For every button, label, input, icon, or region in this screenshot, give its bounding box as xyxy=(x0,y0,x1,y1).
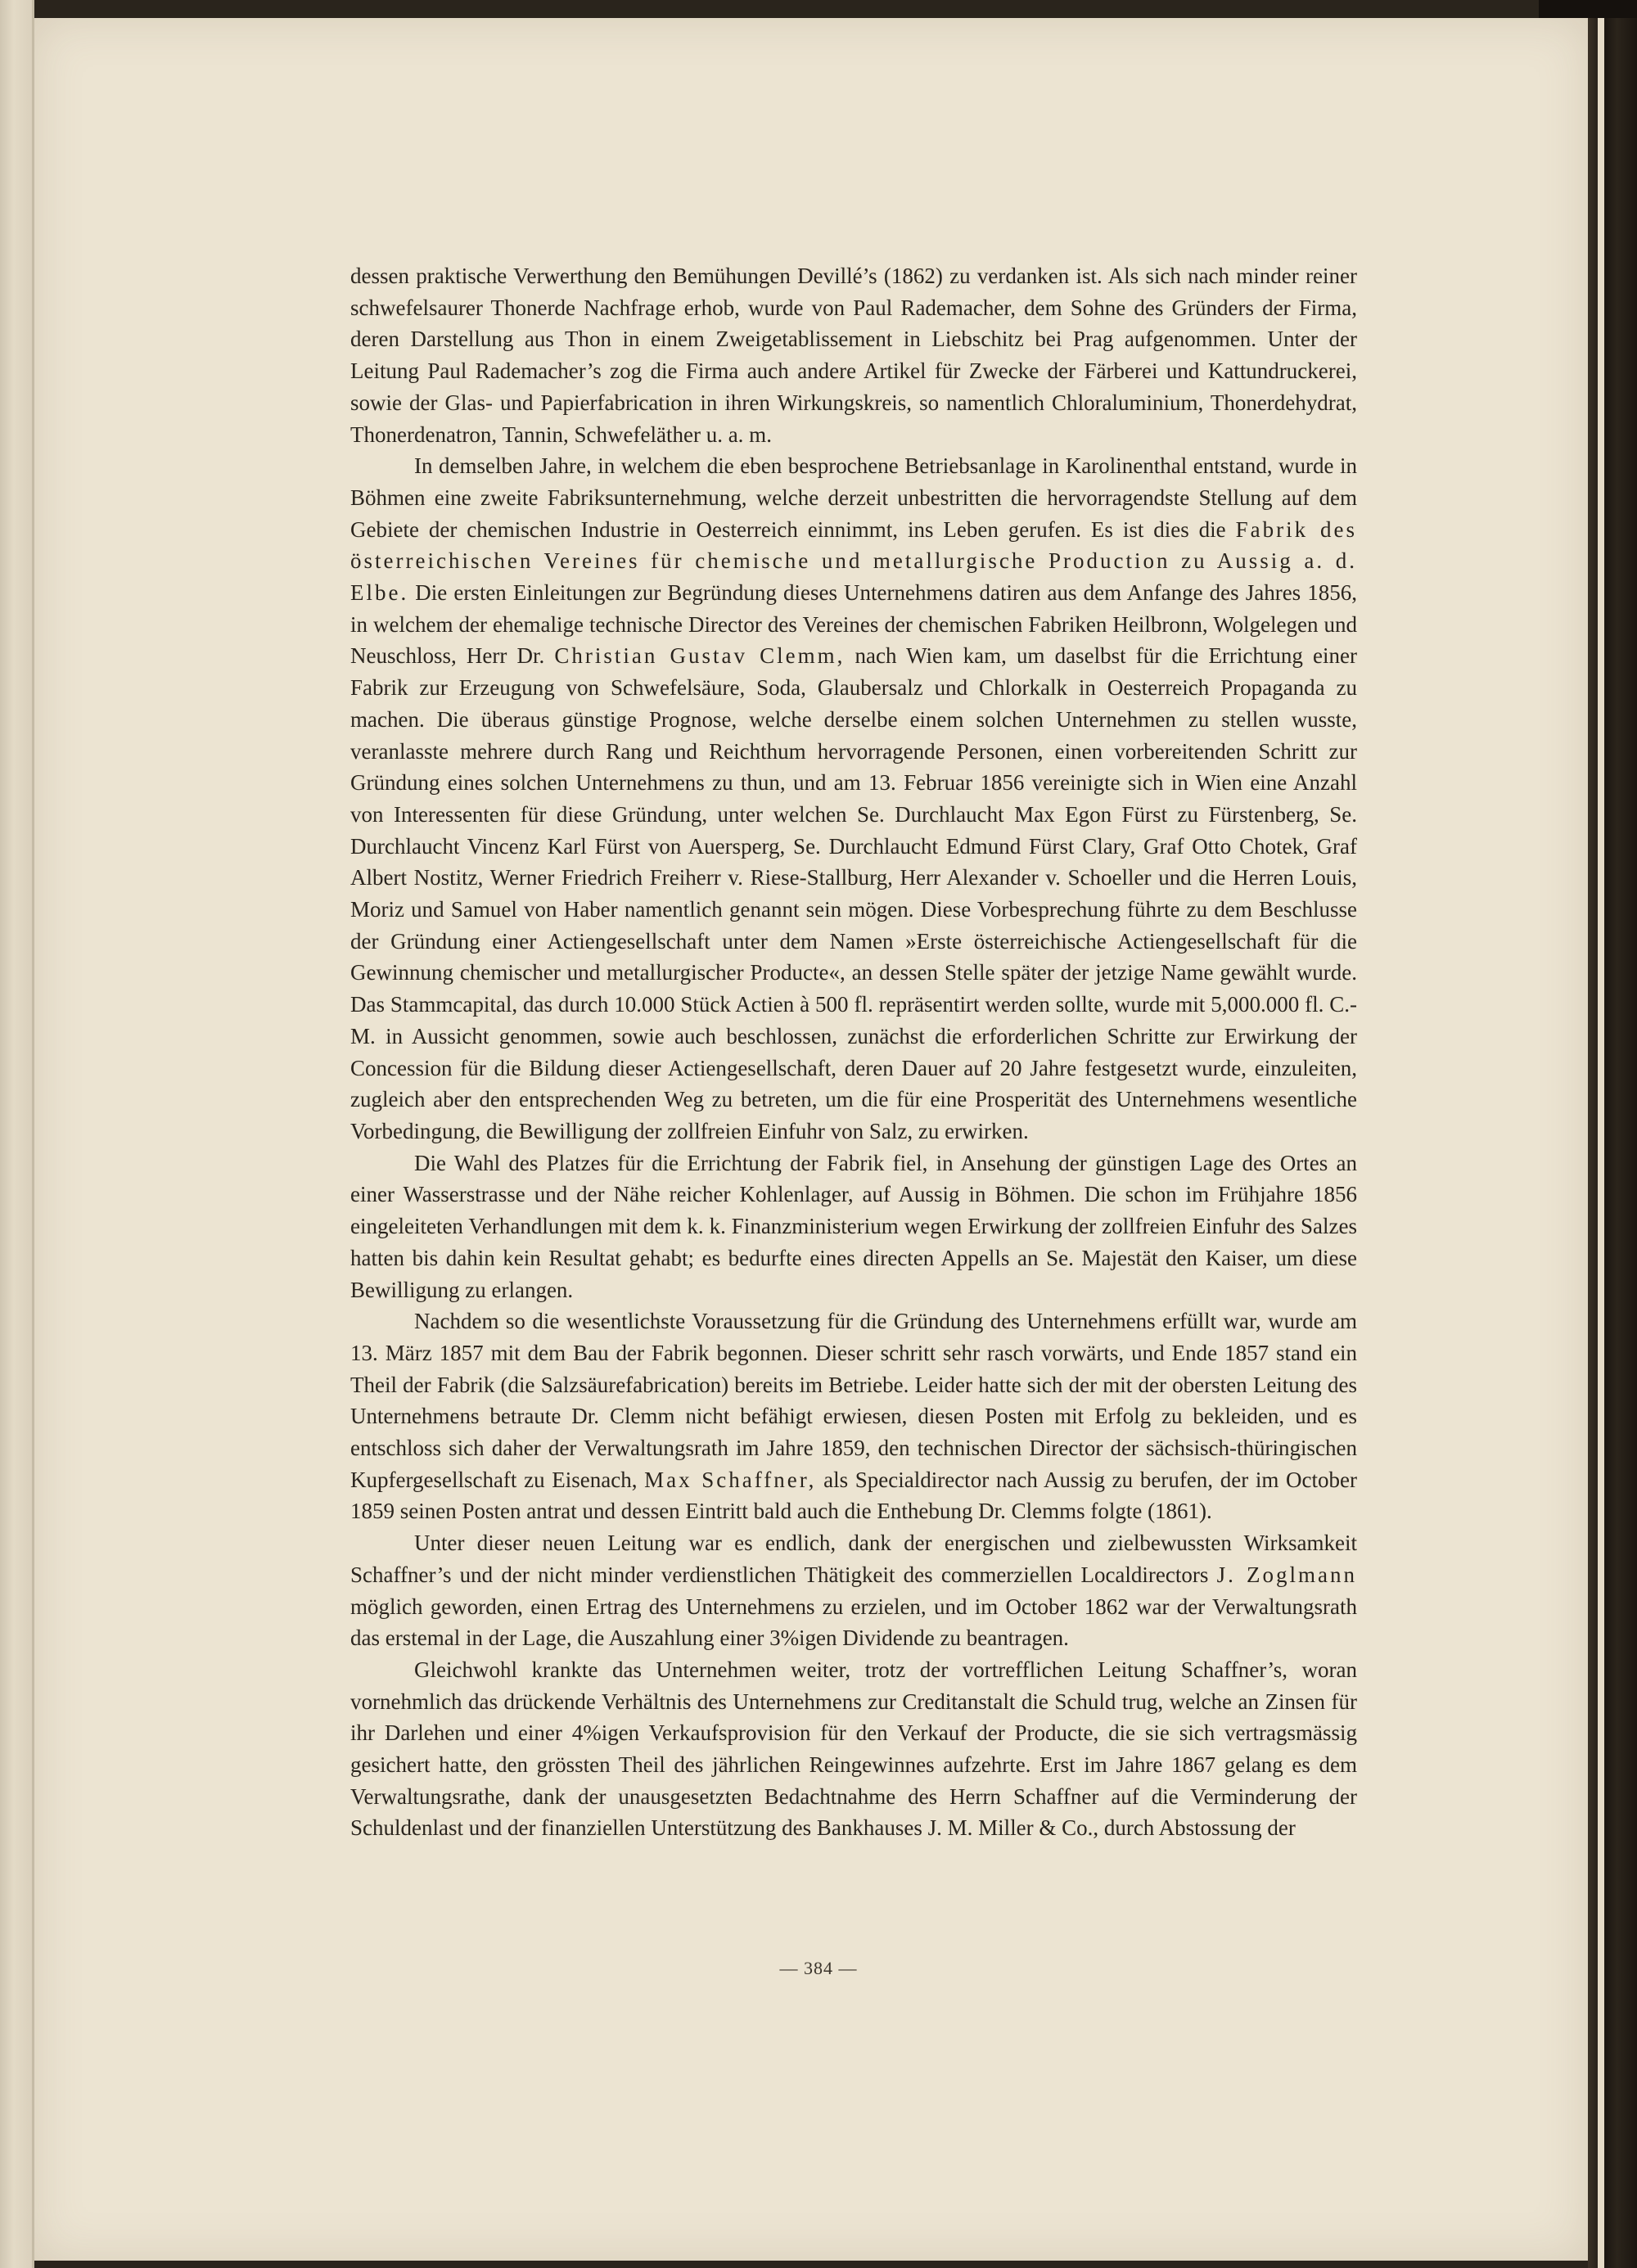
emphasized-text: Fabrik des österreichischen Vereines für chemische und metallurgische Production zu Aussig a. d. Elbe. xyxy=(350,516,1357,606)
paragraph-text: In demselben Jahre, in welchem die eben besprochene Betriebsanlage in Karolinenthal entstand, wurde in Böhmen eine zweite Fabriksunternehmung, welche derzeit unbestritten die hervorragendste Stellung auf dem Gebiete der chemischen Industrie in Oesterreich einnimmt, ins Leben gerufen. Es ist dies die xyxy=(350,453,1357,542)
paragraph-text: Gleichwohl krankte das Unternehmen weiter, trotz der vortrefflichen Leitung Schaffner’s, woran vornehmlich das drückende Verhältnis des Unternehmens zur Creditanstalt die Schuld trug, welche an Zinsen für ihr Darlehen und einer 4%igen Verkaufsprovision für den Verkauf der Producte, die sie sich vertragsmässig gesichert hatte, den grössten Theil des jährlichen Reingewinnes aufzehrte. Erst im Jahre 1867 gelang es dem Verwaltungsrathe, dank der unausgesetzten Bedachtnahme des Herrn Schaffner auf die Verminderung der Schuldenlast und der finanziellen Unterstützung des Bankhauses J. M. Miller & Co., durch Abstossung der xyxy=(350,1657,1357,1841)
paragraph xyxy=(350,1148,1357,1306)
paragraph xyxy=(350,450,1357,1147)
page-number: — 384 — xyxy=(779,1958,858,1978)
scan-top-shadow xyxy=(1539,0,1637,18)
body-text xyxy=(350,260,1357,1844)
paragraph xyxy=(350,260,1357,450)
next-page-edge xyxy=(1598,0,1604,2268)
paragraph-text: Die Wahl des Platzes für die Errichtung der Fabrik fiel, in Ansehung der günstigen Lage des Ortes an einer Wasserstrasse und der Nähe reicher Kohlenlager, auf Aussig in Böhmen. Die schon im Frühjahre 1856 eingeleiteten Verhandlungen mit dem k. k. Finanzministerium wegen Erwirkung der zollfreien Einfuhr des Salzes hatten bis dahin kein Resultat gehabt; es bedurfte eines directen Appells an Se. Majestät den Kaiser, um diese Bewilligung zu erlangen. xyxy=(350,1150,1357,1302)
paragraph-text: Nachdem so die wesentlichste Voraussetzung für die Gründung des Unternehmens erfüllt war, wurde am 13. März 1857 mit dem Bau der Fabrik begonnen. Dieser schritt sehr rasch vorwärts, und Ende 1857 stand ein Theil der Fabrik (die Salzsäurefabrication) bereits im Betriebe. Leider hatte sich der mit der obersten Leitung des Unternehmens betraute Dr. Clemm nicht befähigt erwiesen, diesen Posten mit Erfolg zu bekleiden, und es entschloss sich daher der Verwaltungsrath im Jahre 1859, den technischen Director der sächsisch-thüringischen Kupfergesellschaft zu Eisenach, xyxy=(350,1309,1357,1492)
paragraph xyxy=(350,1305,1357,1527)
binding-gutter xyxy=(1588,0,1637,2268)
paragraph-text: nach Wien kam, um daselbst für die Errichtung einer Fabrik zur Erzeugung von Schwefelsäure, Soda, Glaubersalz und Chlorkalk in Oesterreich Propaganda zu machen. Die überaus günstige Prognose, welche derselbe einem solchen Unternehmen zu stellen wusste, veranlasste mehrere durch Rang und Reichthum hervorragende Personen, einen vorbereitenden Schritt zur Gründung eines solchen Unternehmens zu thun, und am 13. Februar 1856 vereinigte sich in Wien eine Anzahl von Interessenten für diese Gründung, unter welchen Se. Durchlaucht Max Egon Fürst zu Fürstenberg, Se. Durchlaucht Vincenz Karl Fürst von Auersperg, Se. Durchlaucht Edmund Fürst Clary, Graf Otto Chotek, Graf Albert Nostitz, Werner Friedrich Freiherr v. Riese-Stallburg, Herr Alexander v. Schoeller und die Herren Louis, Moriz und Samuel von Haber namentlich genannt sein mögen. Diese Vorbesprechung führte zu dem Beschlusse der Gründung einer Actiengesellschaft unter dem Namen »Erste österreichische Actiengesellschaft für die Gewinnung chemischer und metallurgischer Producte«, an dessen Stelle später der jetzige Name gewählt wurde. Das Stammcapital, das durch 10.000 Stück Actien à 500 fl. repräsentirt werden sollte, wurde mit 5,000.000 fl. C.-M. in Aussicht genommen, sowie auch beschlossen, zunächst die erforderlichen Schritte zur Erwirkung der Concession für die Bildung dieser Actiengesellschaft, deren Dauer auf 20 Jahre festgesetzt wurde, einzuleiten, zugleich aber den entsprechenden Weg zu betreten, um die für eine Prosperität des Unternehmens wesentliche Vorbedingung, die Bewilligung der zollfreien Einfuhr von Salz, zu erwirken. xyxy=(350,643,1357,1143)
emphasized-text: Christian Gustav Clemm, xyxy=(554,643,846,669)
paragraph-text: Unter dieser neuen Leitung war es endlich, dank der energischen und zielbewussten Wirksamkeit Schaffner’s und der nicht minder verdienstlichen Thätigkeit des commerziellen Localdirectors xyxy=(350,1531,1357,1587)
paragraph-text: als Specialdirector nach Aussig zu berufen, der im October 1859 seinen Posten antrat und dessen Eintritt bald auch die Enthebung Dr. Clemms folgte (1861). xyxy=(350,1467,1357,1524)
emphasized-text: Max Schaffner, xyxy=(644,1467,817,1492)
paragraph-text: Die ersten Einleitungen zur Begründung dieses Unternehmens datiren aus dem Anfange des Jahres 1856, in welchem der ehemalige technische Director des Vereines der chemischen Fabriken Heilbronn, Wolgelegen und Neuschloss, Herr Dr. xyxy=(350,580,1357,669)
left-page-edge xyxy=(0,0,34,2268)
paragraph-text: dessen praktische Verwerthung den Bemühungen Devillé’s (1862) zu verdanken ist. Als sich nach minder reiner schwefelsaurer Thonerde Nachfrage erhob, wurde von Paul Rademacher, dem Sohne des Gründers der Firma, deren Darstellung aus Thon in einem Zweigetablissement in Liebschitz bei Prag aufgenommen. Unter der Leitung Paul Rademacher’s zog die Firma auch andere Artikel für Zwecke der Färberei und Kattundruckerei, sowie der Glas- und Papierfabrication in ihren Wirkungskreis, so namentlich Chloraluminium, Thonerdehydrat, Thonerdenatron, Tannin, Schwefeläther u. a. m. xyxy=(350,264,1357,447)
paragraph xyxy=(350,1527,1357,1654)
paragraph-text: möglich geworden, einen Ertrag des Unternehmens zu erzielen, und im October 1862 war der Verwaltungsrath das erstemal in der Lage, die Auszahlung einer 3%igen Dividende zu beantragen. xyxy=(350,1594,1357,1651)
paragraph xyxy=(350,1654,1357,1844)
emphasized-text: J. Zoglmann xyxy=(1216,1562,1357,1587)
